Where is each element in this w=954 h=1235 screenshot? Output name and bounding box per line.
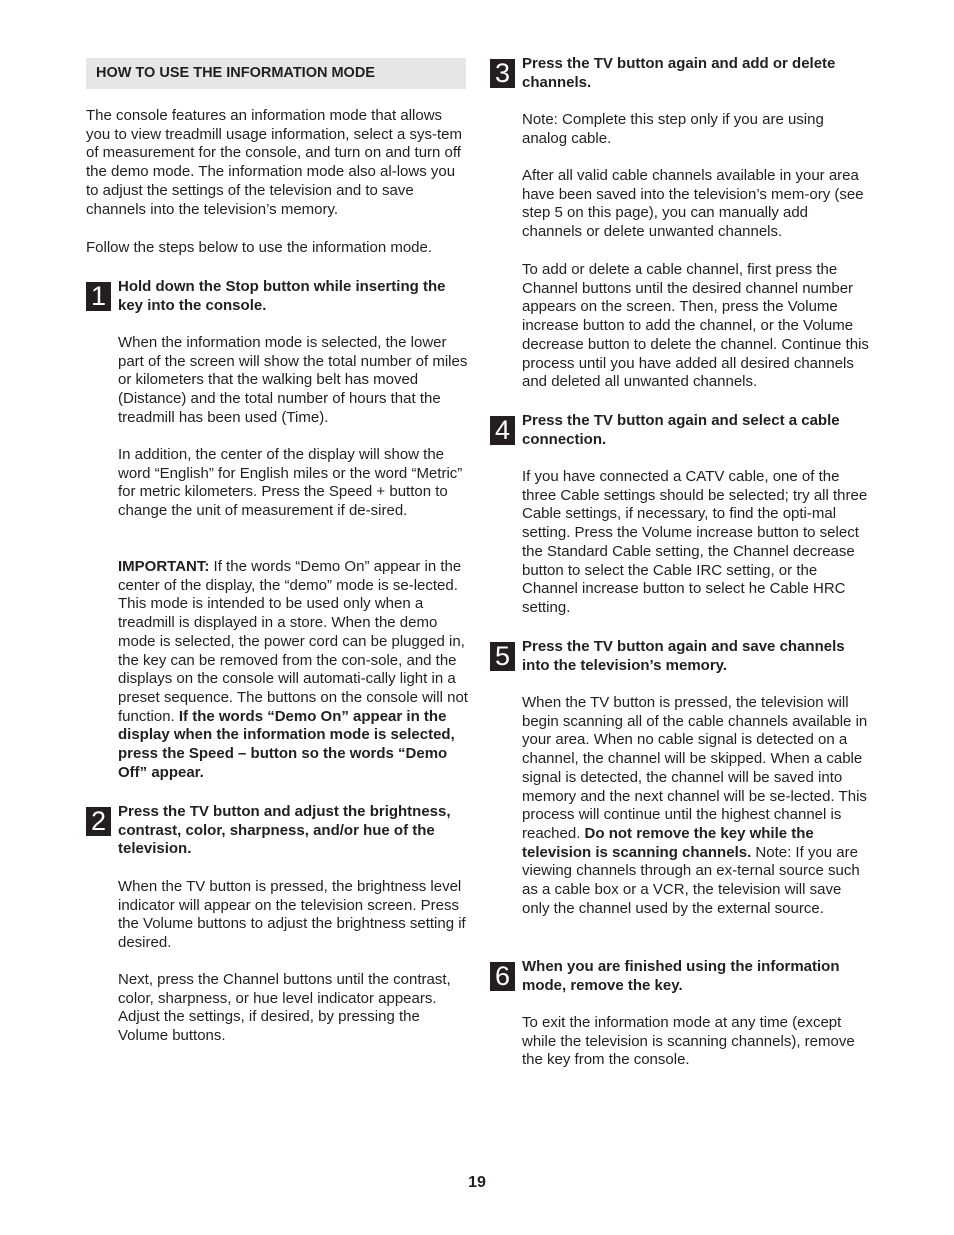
step-3-paragraph-2: After all valid cable channels available in your area have been saved into the television’s mem-ory (see step 5 on this page), you can manually add channels or delete unwanted channels. — [522, 167, 864, 241]
step-1-number: 1 — [86, 282, 111, 311]
page-number: 19 — [468, 1174, 486, 1191]
step-1-paragraph-1: When the information mode is selected, the lower part of the screen will show the total number of miles or kilometers that the walking belt has moved (Distance) and the total number of hours that the treadmill has been used (Time). — [118, 334, 468, 426]
step-5-text-b: Note: If you are viewing channels through an ex-ternal source such as a cable box or a VCR, the television will save only the channel used by the external source. — [522, 843, 860, 917]
step-2-paragraph-2: Next, press the Channel buttons until the contrast, color, sharpness, or hue level indicator appears. Adjust the settings, if desired, by pressing the Volume buttons. — [118, 971, 451, 1045]
step-5-number: 5 — [490, 642, 515, 671]
step-6-number: 6 — [490, 962, 515, 991]
step-2-paragraph-1: When the TV button is pressed, the brightness level indicator will appear on the television screen. Press the Volume buttons to adjust the brightness setting if desired. — [118, 878, 466, 952]
section-header — [86, 58, 466, 89]
step-4-paragraph-1: If you have connected a CATV cable, one of the three Cable settings should be selected; try all three Cable settings, if necessary, to find the opti-mal setting. Press the Volume increase button to select the Standard Cable setting, the Channel decrease button to select the Cable IRC setting, or the Channel increase button to select he Cable HRC setting. — [522, 468, 868, 616]
step-5-title: Press the TV button again and save channels into the television’s memory. — [522, 638, 845, 674]
step-3-title: Press the TV button again and add or delete channels. — [522, 55, 836, 91]
step-5-bold-warning: Do not remove the key while the television is scanning channels. — [522, 824, 814, 861]
step-1-title: Hold down the Stop button while inserting the key into the console. — [118, 278, 446, 314]
intro-paragraph-2: Follow the steps below to use the information mode. — [86, 239, 433, 256]
important-label: IMPORTANT: — [118, 558, 210, 575]
step-4-title: Press the TV button again and select a cable connection. — [522, 412, 840, 448]
step-2-number: 2 — [86, 807, 111, 836]
step-3-paragraph-1: Note: Complete this step only if you are using analog cable. — [522, 111, 824, 147]
step-4-number: 4 — [490, 416, 515, 445]
step-1-paragraph-2: In addition, the center of the display will show the word “English” for English miles or the word “Metric” for metric kilometers. Press the Speed + button to change the unit of measurement if de-sired. — [118, 446, 463, 520]
step-3-number: 3 — [490, 59, 515, 88]
step-5-text-a: When the TV button is pressed, the television will begin scanning all of the cable channels available in your area. When no cable signal is detected on a channel, the channel will be skipped. When a cable signal is detected, the channel will be saved into memory and the next channel will be se-lected. This process will continue until the highest channel is reached. — [522, 694, 868, 842]
important-text: If the words “Demo On” appear in the center of the display, the “demo” mode is se-lected. This mode is intended to be used only when a treadmill is displayed in a store. When the demo mode is selected, the power cord can be plugged in, the key can be removed from the con-sole, and the displays on the console will automati-cally light in a preset sequence. The buttons on the console will not function. — [118, 558, 468, 725]
intro-paragraph-1: The console features an information mode that allows you to view treadmill usage information, select a sys-tem of measurement for the console, and turn on and turn off the demo mode. The information mode also al-lows you to adjust the settings of the television and to save channels into the television’s memory. — [86, 107, 462, 218]
step-2-title: Press the TV button and adjust the brightness, contrast, color, sharpness, and/or hue of the television. — [118, 803, 451, 858]
section-title: HOW TO USE THE INFORMATION MODE — [96, 65, 375, 81]
step-6-title: When you are finished using the information mode, remove the key. — [522, 958, 840, 994]
important-bold-text: If the words “Demo On” appear in the display when the information mode is selected, press the Speed – button so the words “Demo Off” appear. — [118, 707, 455, 781]
step-1-important — [118, 558, 468, 782]
step-3-paragraph-3: To add or delete a cable channel, first press the Channel buttons until the desired channel number appears on the screen. Then, press the Volume increase button to add the channel, or the Volume decrease button to delete the channel. Continue this process until you have added all desired channels and deleted all unwanted channels. — [522, 261, 869, 391]
step-5-paragraph-1 — [522, 694, 872, 918]
step-6-paragraph-1: To exit the information mode at any time (except while the television is scanning channels), remove the key from the console. — [522, 1014, 855, 1069]
